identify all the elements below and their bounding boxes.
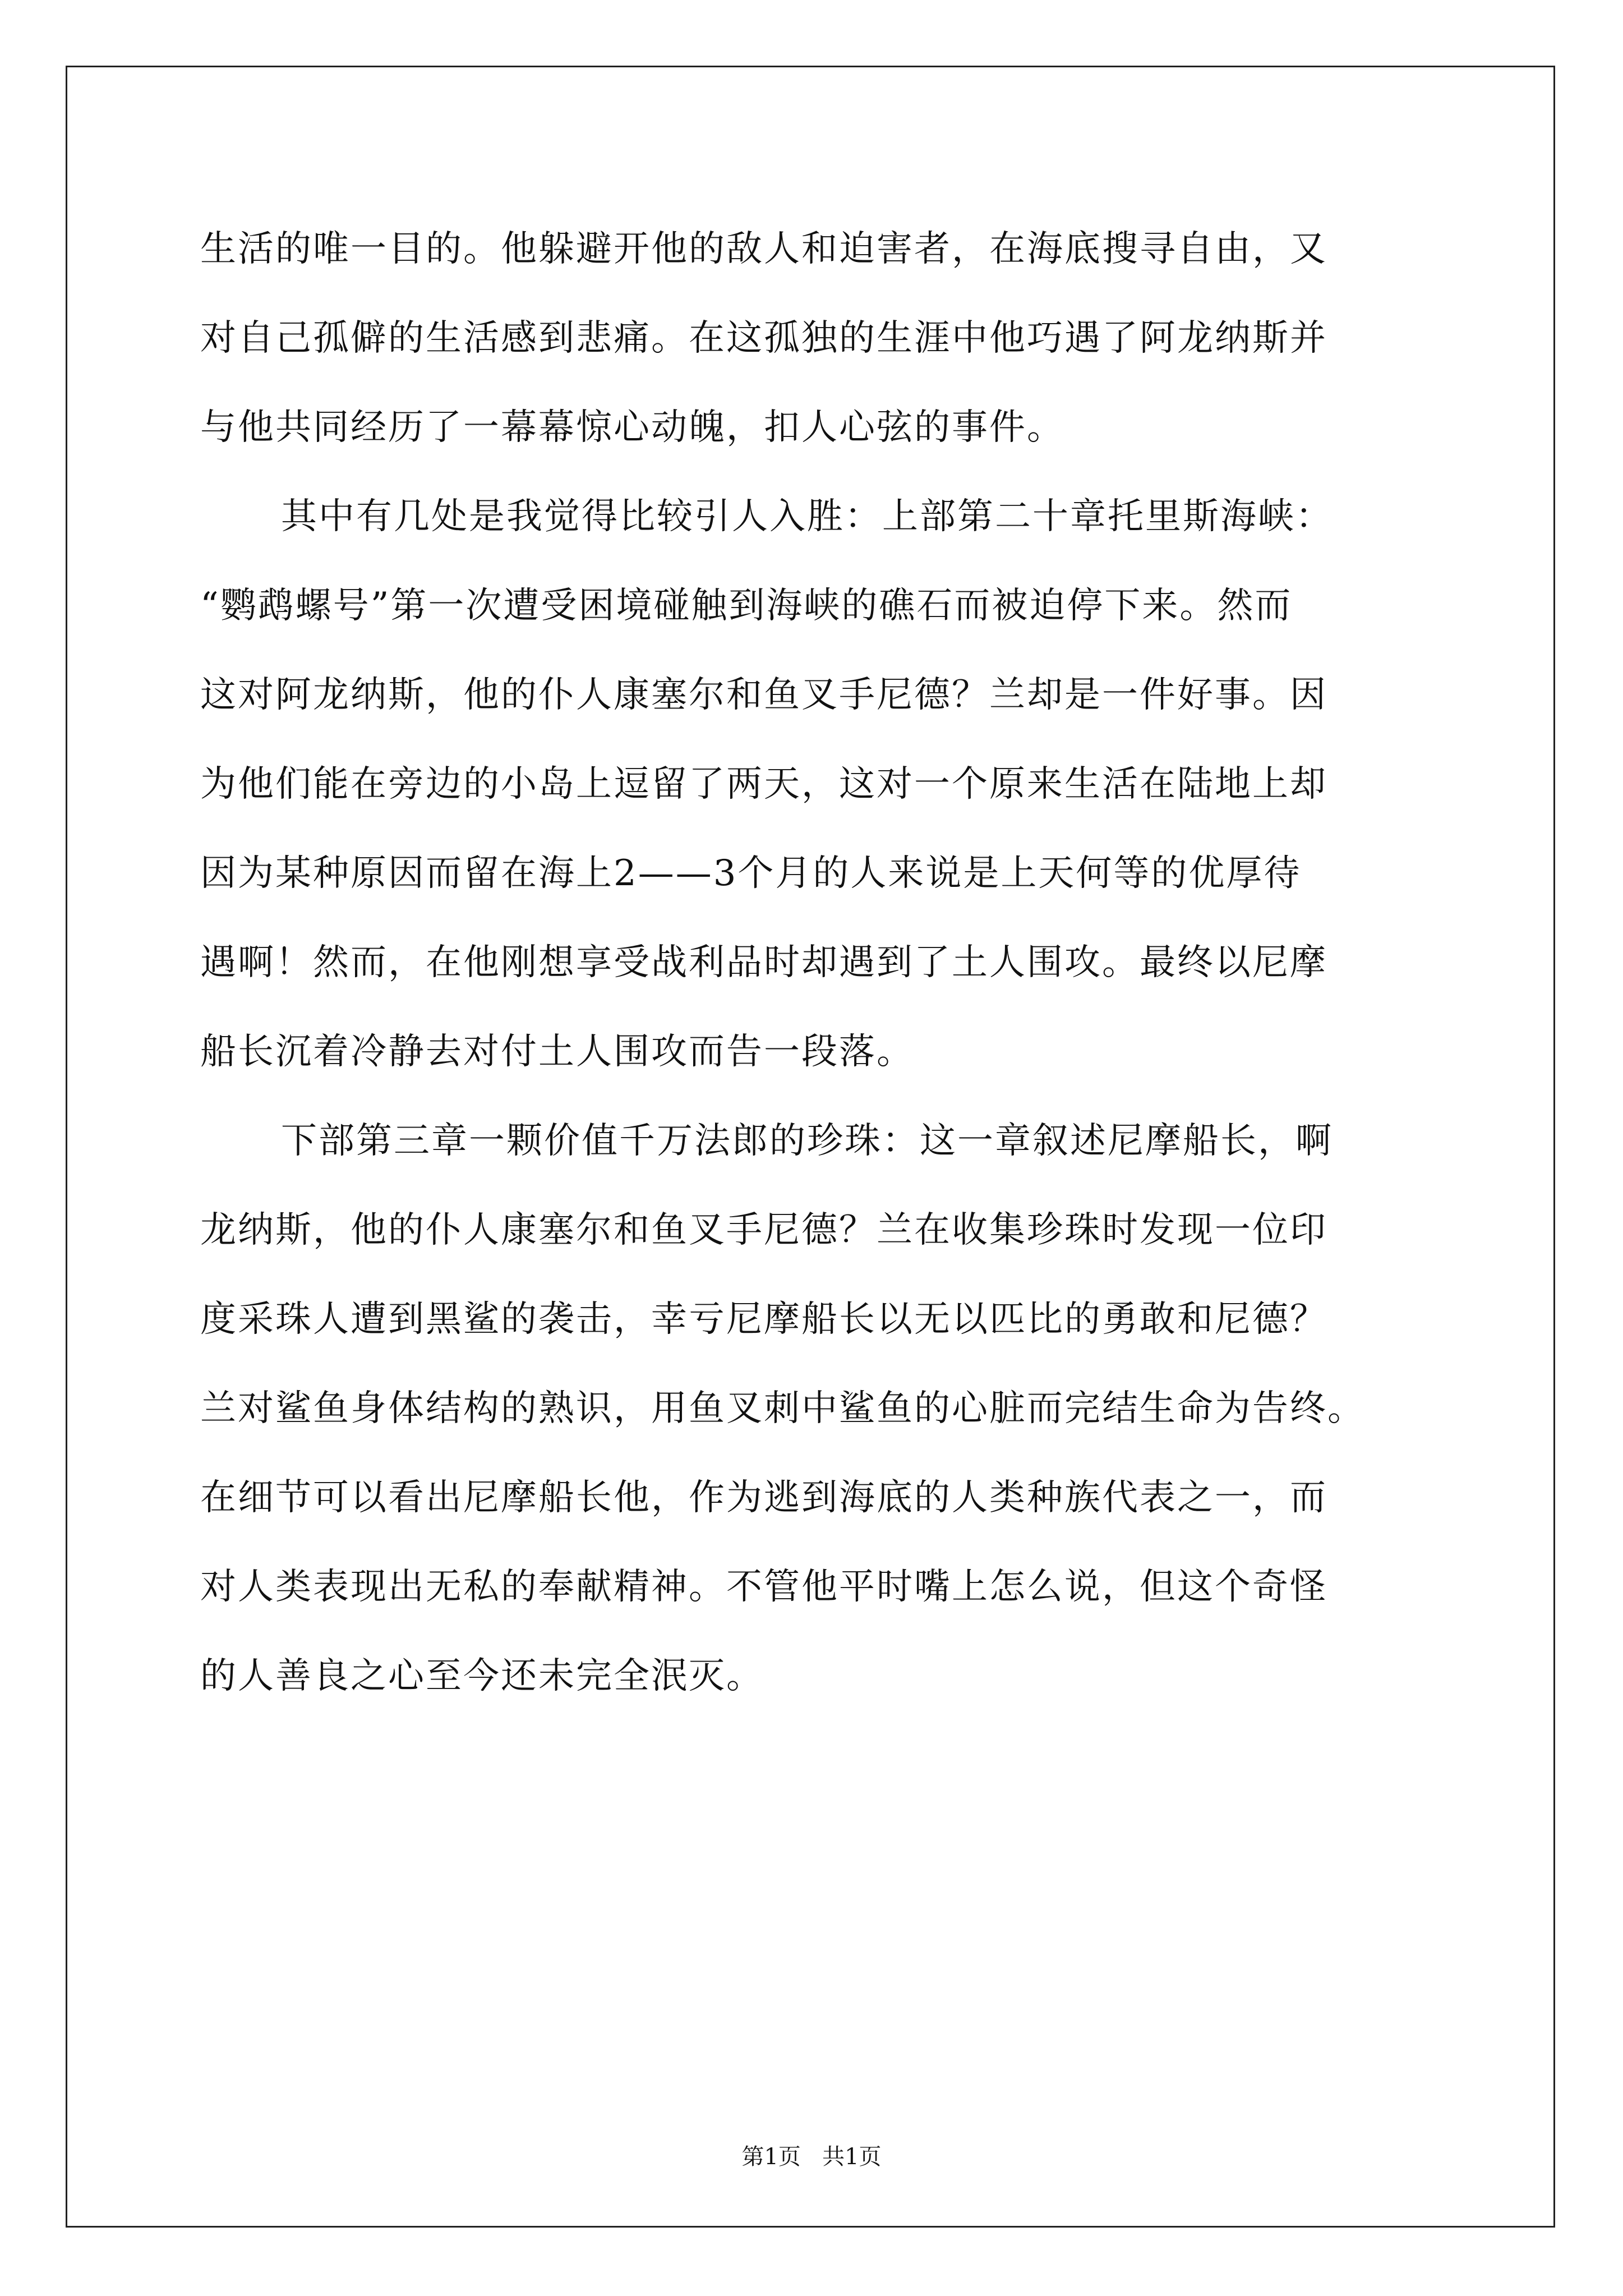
text-line: 度采珠人遭到黑鲨的袭击，幸亏尼摩船长以无以匹比的勇敢和尼德？ — [200, 1299, 1327, 1340]
text-line: 兰对鲨鱼身体结构的熟识，用鱼叉刺中鲨鱼的心脏而完结生命为告终。 — [200, 1388, 1365, 1429]
text-line: 对人类表现出无私的奉献精神。不管他平时嘴上怎么说，但这个奇怪 — [200, 1566, 1327, 1608]
text-line: 龙纳斯，他的仆人康塞尔和鱼叉手尼德？兰在收集珍珠时发现一位印 — [200, 1209, 1327, 1251]
paragraph-start-line: 其中有几处是我觉得比较引人入胜：上部第二十章托里斯海峡： — [281, 496, 1333, 537]
page-number: 第1页 — [741, 2144, 801, 2170]
text-line: 遇啊！然而，在他刚想享受战利品时却遇到了土人围攻。最终以尼摩 — [200, 942, 1327, 983]
text-line: 的人善良之心至今还未完全泯灭。 — [200, 1655, 764, 1697]
text-line: 对自己孤僻的生活感到悲痛。在这孤独的生涯中他巧遇了阿龙纳斯并 — [200, 318, 1327, 359]
text-line: 这对阿龙纳斯，他的仆人康塞尔和鱼叉手尼德？兰却是一件好事。因 — [200, 674, 1327, 716]
page-footer — [0, 2143, 1623, 2171]
paragraph-start-line: 下部第三章一颗价值千万法郎的珍珠：这一章叙述尼摩船长，啊 — [281, 1120, 1333, 1162]
text-line: 与他共同经历了一幕幕惊心动魄，扣人心弦的事件。 — [200, 407, 1064, 448]
total-pages: 共1页 — [822, 2144, 882, 2170]
text-line: 因为某种原因而留在海上2——3个月的人来说是上天何等的优厚待 — [200, 853, 1302, 894]
text-line: 在细节可以看出尼摩船长他，作为逃到海底的人类种族代表之一，而 — [200, 1477, 1327, 1519]
text-line: 为他们能在旁边的小岛上逗留了两天，这对一个原来生活在陆地上却 — [200, 763, 1327, 805]
text-line: 船长沉着冷静去对付土人围攻而告一段落。 — [200, 1031, 914, 1073]
text-line: “鹦鹉螺号”第一次遭受困境碰触到海峡的礁石而被迫停下来。然而 — [200, 585, 1293, 627]
text-line: 生活的唯一目的。他躲避开他的敌人和迫害者，在海底搜寻自由，又 — [200, 228, 1327, 270]
footer-spacer — [801, 2144, 822, 2170]
